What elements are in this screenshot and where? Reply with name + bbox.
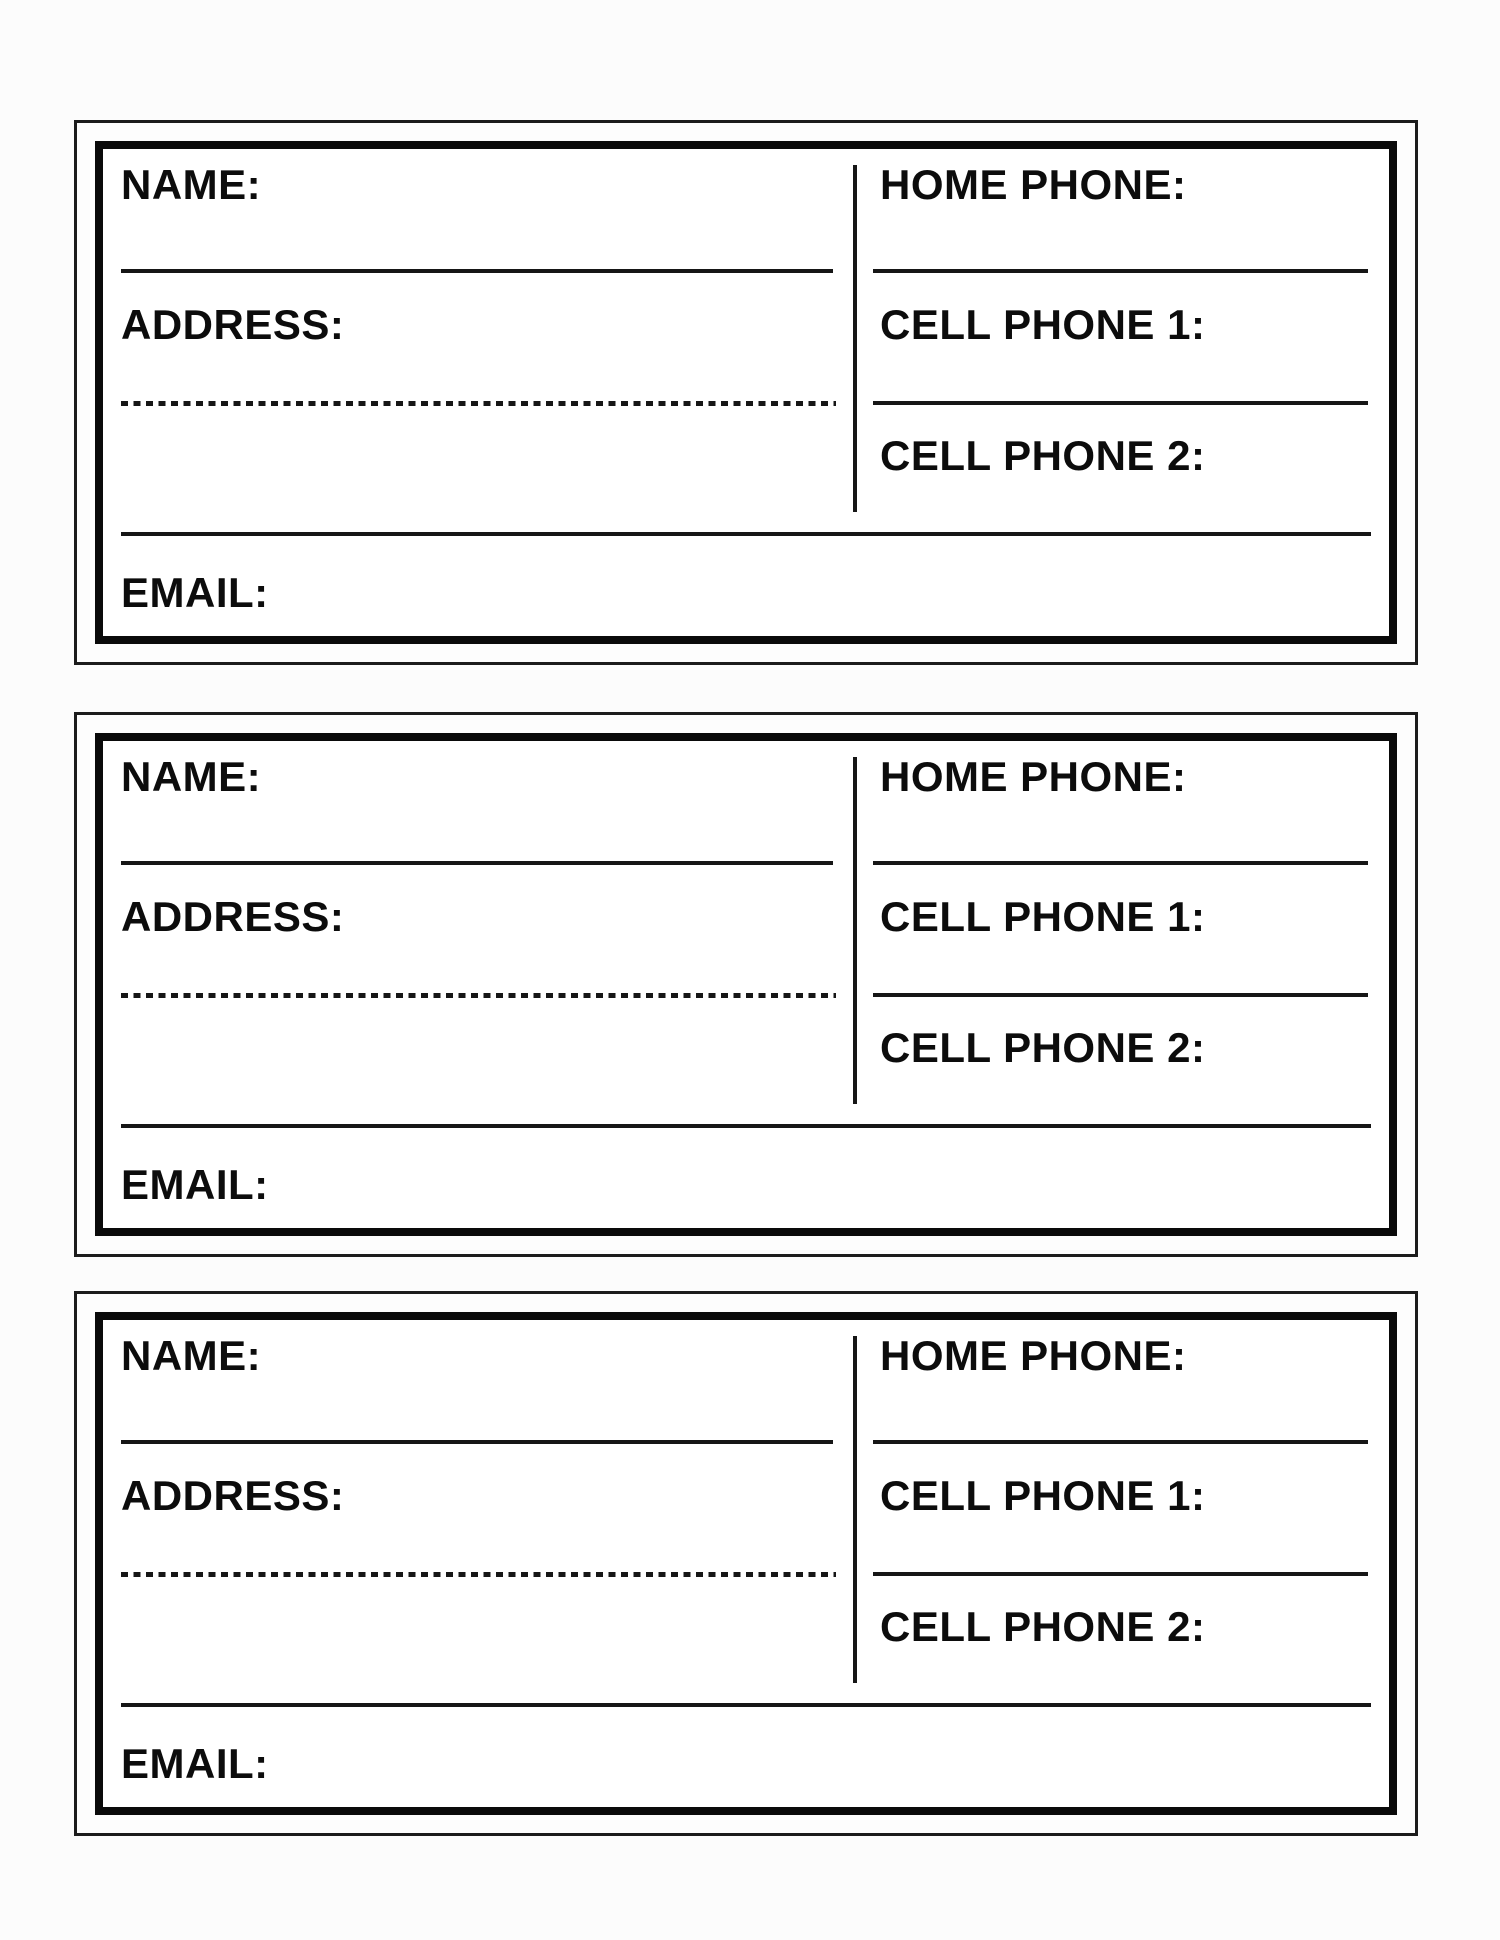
name-write-line: [121, 269, 833, 273]
cell-phone-1-write-line: [873, 993, 1368, 997]
home-phone-write-line: [873, 861, 1368, 865]
cell-phone-2-label: CELL PHONE 2:: [880, 1603, 1206, 1650]
address-dotted-write-line: [121, 401, 836, 406]
address-label: ADDRESS:: [121, 1472, 345, 1519]
column-divider: [853, 165, 857, 512]
contact-card: [74, 120, 1418, 665]
email-label: EMAIL:: [121, 1161, 269, 1208]
cell-phone-1-write-line: [873, 1572, 1368, 1576]
home-phone-write-line: [873, 1440, 1368, 1444]
column-divider: [853, 1336, 857, 1683]
column-divider: [853, 757, 857, 1104]
cell-phone-1-label: CELL PHONE 1:: [880, 301, 1206, 348]
home-phone-write-line: [873, 269, 1368, 273]
cell-phone-1-label: CELL PHONE 1:: [880, 893, 1206, 940]
home-phone-label: HOME PHONE:: [880, 753, 1187, 800]
email-label: EMAIL:: [121, 569, 269, 616]
cell-phone-2-label: CELL PHONE 2:: [880, 1024, 1206, 1071]
name-label: NAME:: [121, 1332, 262, 1379]
address-dotted-write-line: [121, 1572, 836, 1577]
full-width-write-line: [121, 1703, 1371, 1707]
name-write-line: [121, 861, 833, 865]
address-dotted-write-line: [121, 993, 836, 998]
cell-phone-1-label: CELL PHONE 1:: [880, 1472, 1206, 1519]
home-phone-label: HOME PHONE:: [880, 161, 1187, 208]
cell-phone-1-write-line: [873, 401, 1368, 405]
cell-phone-2-label: CELL PHONE 2:: [880, 432, 1206, 479]
full-width-write-line: [121, 1124, 1371, 1128]
home-phone-label: HOME PHONE:: [880, 1332, 1187, 1379]
contact-card: [74, 1291, 1418, 1836]
contact-card-inner-frame: [95, 1312, 1397, 1815]
name-label: NAME:: [121, 753, 262, 800]
full-width-write-line: [121, 532, 1371, 536]
name-write-line: [121, 1440, 833, 1444]
email-label: EMAIL:: [121, 1740, 269, 1787]
contact-card: [74, 712, 1418, 1257]
contact-card-inner-frame: [95, 733, 1397, 1236]
address-label: ADDRESS:: [121, 893, 345, 940]
contact-card-inner-frame: [95, 141, 1397, 644]
address-label: ADDRESS:: [121, 301, 345, 348]
name-label: NAME:: [121, 161, 262, 208]
